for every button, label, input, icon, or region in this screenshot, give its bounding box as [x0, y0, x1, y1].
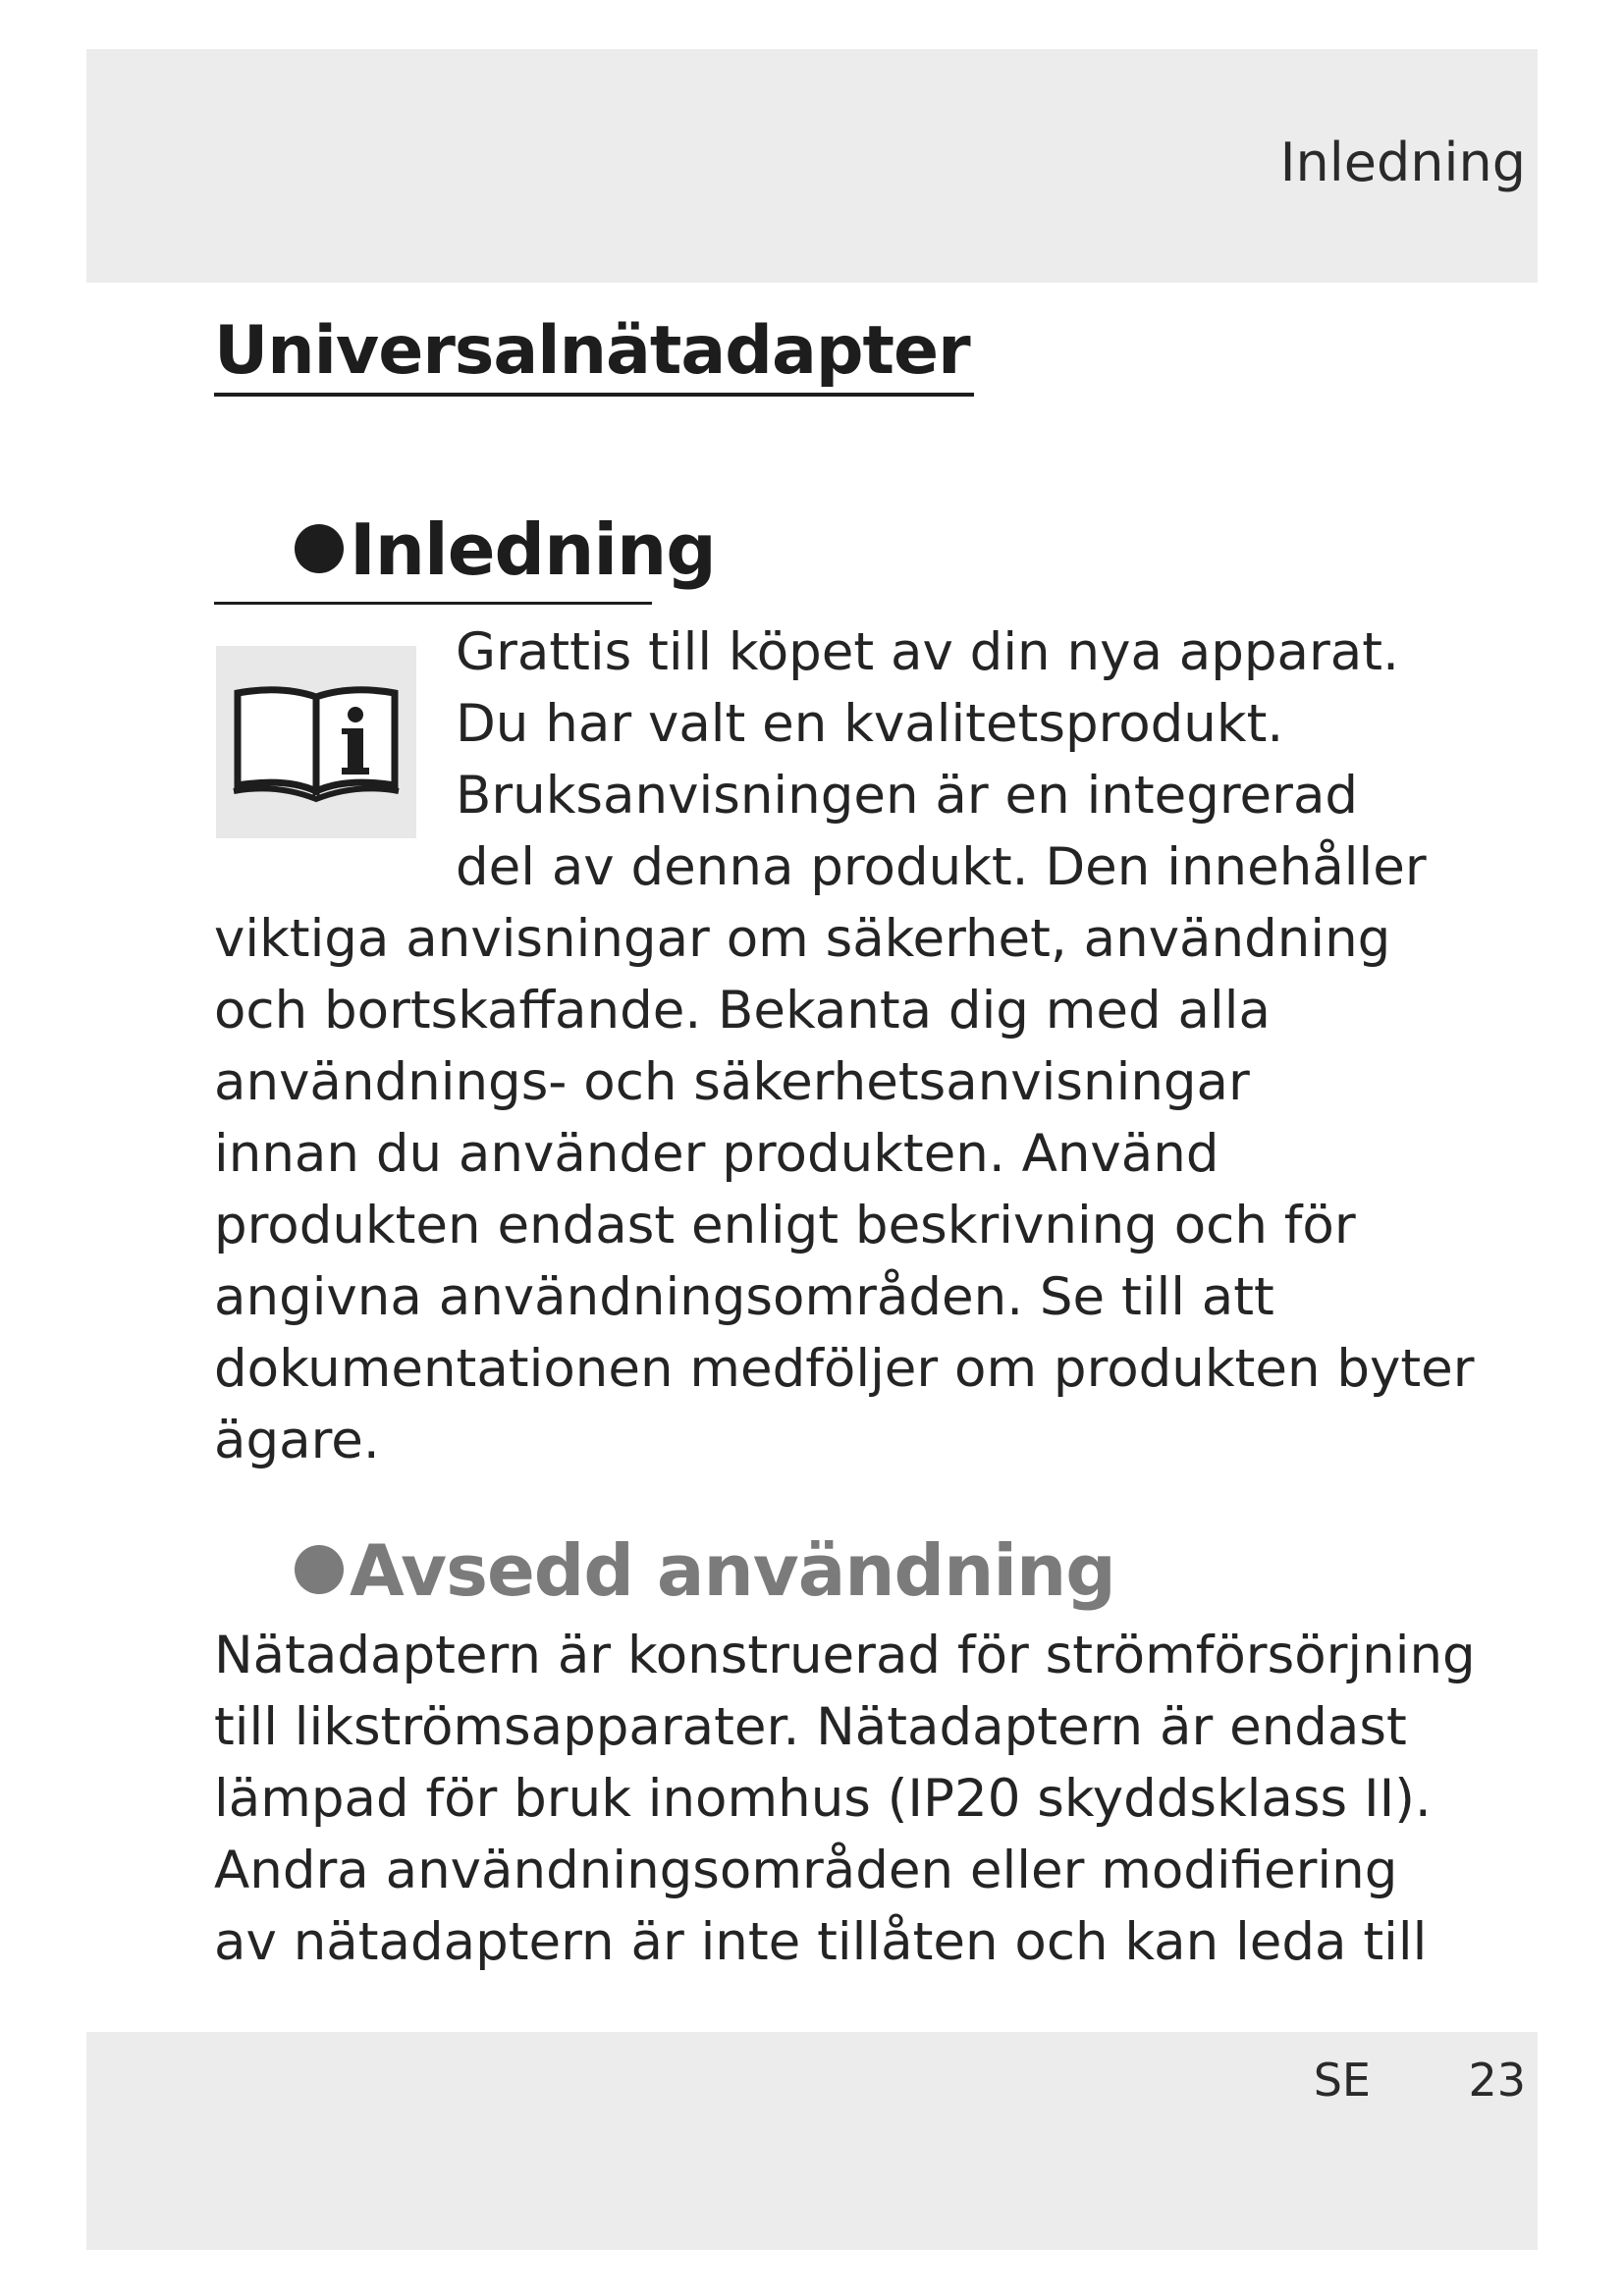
- bullet-icon: [295, 1545, 344, 1594]
- section-underline: [214, 602, 652, 605]
- paragraph-line: till likströmsapparater. Nätadaptern är endast: [214, 1697, 1407, 1757]
- intro-paragraph: [214, 616, 1475, 1476]
- paragraph-line: del av denna produkt. Den innehåller: [456, 837, 1427, 897]
- footer-language: SE: [1313, 2054, 1371, 2107]
- paragraph-line: och bortskaffande. Bekanta dig med alla: [214, 981, 1271, 1041]
- paragraph-line: innan du använder produkten. Använd: [214, 1124, 1219, 1184]
- section-heading-text: Avsedd användning: [350, 1529, 1115, 1612]
- paragraph-line: Bruksanvisningen är en integrerad: [456, 766, 1359, 826]
- page-number: 23: [1468, 2054, 1526, 2107]
- paragraph-line: lämpad för bruk inomhus (IP20 skyddsklass II).: [214, 1769, 1432, 1829]
- title-underline: [214, 393, 974, 397]
- paragraph-line: dokumentationen medföljer om produkten byter: [214, 1339, 1475, 1399]
- section-heading-avsedd-anvandning: [295, 1529, 1115, 1612]
- paragraph-line: Nätadaptern är konstruerad för strömförsörjning: [214, 1626, 1476, 1685]
- paragraph-line: Grattis till köpet av din nya apparat.: [456, 622, 1399, 682]
- paragraph-line: Andra användningsområden eller modifiering: [214, 1841, 1398, 1900]
- running-header: Inledning: [1279, 132, 1526, 193]
- paragraph-line: viktiga anvisningar om säkerhet, användning: [214, 909, 1391, 969]
- paragraph-line: av nätadaptern är inte tillåten och kan leda till: [214, 1912, 1428, 1972]
- document-title: Universalnätadapter: [214, 312, 970, 390]
- section-heading-inledning: [295, 508, 716, 591]
- bullet-icon: [295, 524, 344, 573]
- paragraph-line: produkten endast enligt beskrivning och för: [214, 1196, 1356, 1255]
- paragraph-line: angivna användningsområden. Se till att: [214, 1267, 1274, 1327]
- paragraph-line: ägare.: [214, 1411, 380, 1470]
- intended-use-paragraph: [214, 1620, 1476, 1978]
- paragraph-line: användnings- och säkerhetsanvisningar: [214, 1052, 1250, 1112]
- paragraph-line: Du har valt en kvalitetsprodukt.: [456, 694, 1284, 754]
- section-heading-text: Inledning: [350, 508, 716, 591]
